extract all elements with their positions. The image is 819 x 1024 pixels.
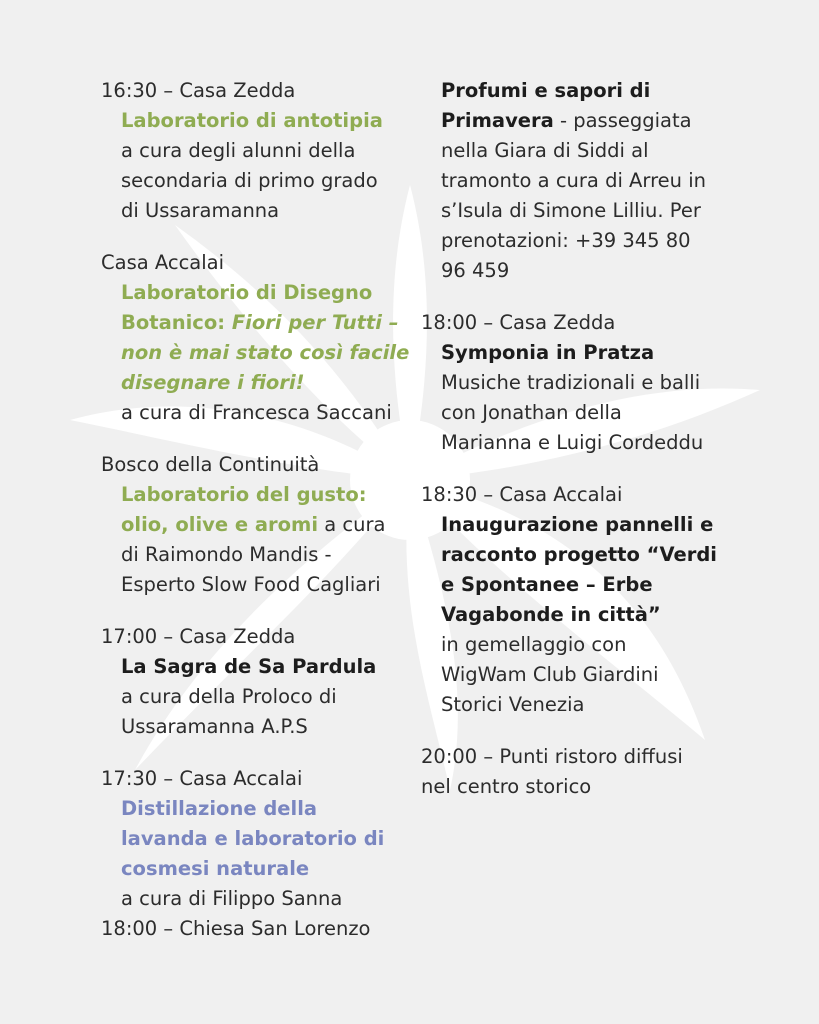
event-title: Vagabonde in città” xyxy=(441,603,661,626)
event-disegno-botanico xyxy=(101,248,410,428)
event-time-place: Bosco della Continuità xyxy=(101,453,320,476)
event-title: Symponia in Pratza xyxy=(441,341,655,364)
event-description: con Jonathan della xyxy=(441,401,622,424)
event-description: - passeggiata xyxy=(553,109,692,132)
event-description: 96 459 xyxy=(441,259,510,282)
right-column xyxy=(421,76,721,802)
event-description: tramonto a cura di Arreu in xyxy=(441,169,706,192)
event-title: La Sagra de Sa Pardula xyxy=(121,655,377,678)
event-description: di Ussaramanna xyxy=(121,199,280,222)
event-title: Laboratorio del gusto: xyxy=(121,483,367,506)
event-description: a cura degli alunni della xyxy=(121,139,356,162)
event-title: olio, olive e aromi xyxy=(121,513,319,536)
event-title xyxy=(101,308,401,338)
event-description: prenotazioni: +39 345 80 xyxy=(441,229,691,252)
event-title: Laboratorio di Disegno xyxy=(121,281,373,304)
event-description: nella Giara di Siddi al xyxy=(441,139,649,162)
event-antotipia xyxy=(101,76,401,226)
event-title: lavanda e laboratorio di xyxy=(121,827,385,850)
event-description: secondaria di primo grado xyxy=(121,169,378,192)
event-punti-ristoro xyxy=(421,742,721,802)
event-description: a cura xyxy=(318,513,386,536)
event-title-line xyxy=(421,106,721,136)
event-title-part: Botanico: xyxy=(121,311,232,334)
event-title: Inaugurazione pannelli e xyxy=(441,513,714,536)
event-title: Profumi e sapori di xyxy=(441,79,651,102)
event-description: Ussaramanna A.P.S xyxy=(121,715,308,738)
event-title: Distillazione della xyxy=(121,797,318,820)
event-title: e Spontanee – Erbe xyxy=(441,573,653,596)
event-distillazione-lavanda xyxy=(101,764,401,914)
event-title: racconto progetto “Verdi xyxy=(441,543,717,566)
event-time-place: 17:30 – Casa Accalai xyxy=(101,767,303,790)
event-description: Marianna e Luigi Cordeddu xyxy=(441,431,704,454)
event-description: WigWam Club Giardini xyxy=(441,663,659,686)
event-description: nel centro storico xyxy=(421,775,592,798)
event-title-italic: Fiori per Tutti – xyxy=(231,311,399,334)
event-title: non è mai stato così facile xyxy=(121,341,410,364)
event-time-place: 20:00 – Punti ristoro diffusi xyxy=(421,745,683,768)
event-time-place: 18:30 – Casa Accalai xyxy=(421,483,623,506)
event-sagra-pardula xyxy=(101,622,401,742)
event-title: Laboratorio di antotipia xyxy=(121,109,383,132)
event-title: disegnare i fiori! xyxy=(121,371,305,394)
event-time-place: 16:30 – Casa Zedda xyxy=(101,79,296,102)
event-profumi-sapori xyxy=(421,76,721,286)
event-description: Musiche tradizionali e balli xyxy=(441,371,701,394)
event-description: di Raimondo Mandis - xyxy=(121,543,332,566)
event-description: in gemellaggio con xyxy=(441,633,627,656)
event-description: Esperto Slow Food Cagliari xyxy=(121,573,381,596)
event-description: a cura della Proloco di xyxy=(121,685,337,708)
event-inaugurazione xyxy=(421,480,721,720)
event-title: cosmesi naturale xyxy=(121,857,310,880)
event-description: a cura di Filippo Sanna xyxy=(121,887,343,910)
event-description: a cura di Francesca Saccani xyxy=(121,401,392,424)
event-time-place: Casa Accalai xyxy=(101,251,225,274)
event-time-place: 18:00 – Casa Zedda xyxy=(421,311,616,334)
event-laboratorio-gusto xyxy=(101,450,401,600)
event-symponia xyxy=(421,308,721,458)
event-time-place: 18:00 – Chiesa San Lorenzo xyxy=(101,917,371,940)
event-description: s’Isula di Simone Lilliu. Per xyxy=(441,199,701,222)
event-title-line xyxy=(101,510,401,540)
event-description: Storici Venezia xyxy=(441,693,585,716)
event-time-place: 17:00 – Casa Zedda xyxy=(101,625,296,648)
left-column xyxy=(101,76,410,944)
event-title: Primavera xyxy=(441,109,554,132)
